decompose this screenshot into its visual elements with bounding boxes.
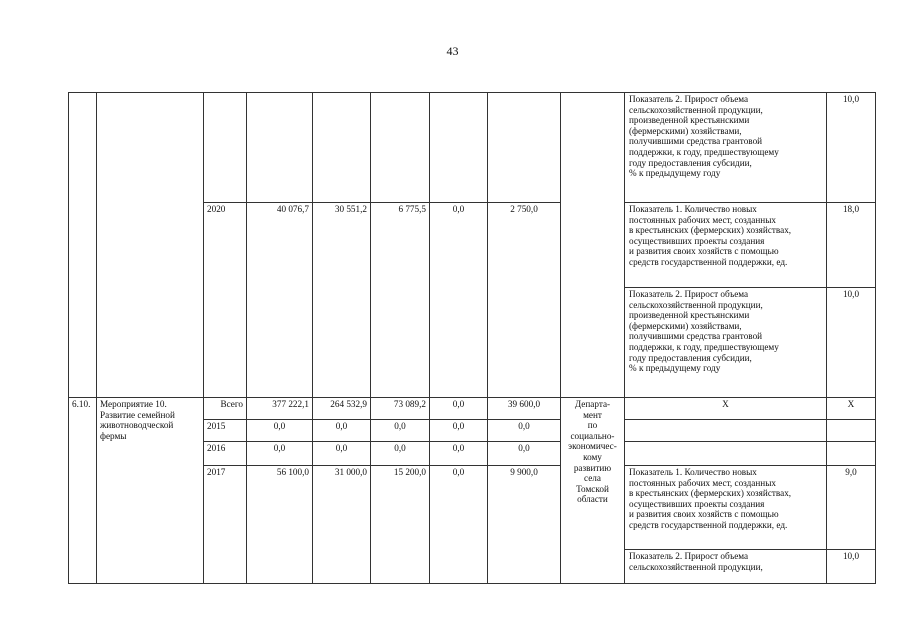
- indicator-line: и развития своих хозяйств с помощью: [629, 509, 779, 520]
- department-line: области: [577, 494, 608, 505]
- row-number-cell: [69, 93, 97, 398]
- year-cell: 2016: [204, 442, 247, 466]
- local-cell: 0,0: [430, 203, 488, 398]
- indicator-line: и развития своих хозяйств с помощью: [629, 246, 779, 257]
- indicator-line: постоянных рабочих мест, созданных: [629, 214, 776, 225]
- year-cell: Всего: [204, 398, 247, 420]
- regional-cell: 15 200,0: [371, 466, 430, 584]
- federal-cell: [313, 93, 371, 203]
- measure-name-line: животноводческой: [100, 420, 174, 431]
- federal-cell: 31 000,0: [313, 466, 371, 584]
- indicator-value-cell: Х: [827, 398, 876, 420]
- indicator-line: осуществивших проекты создания: [629, 235, 765, 246]
- extra-cell: 0,0: [488, 420, 561, 442]
- total-cell: [247, 93, 313, 203]
- indicator-line: в крестьянских (фермерских) хозяйствах,: [629, 488, 792, 499]
- department-line: Томской: [576, 483, 609, 494]
- department-line: Департа-: [574, 399, 611, 409]
- indicator-value-cell: 10,0: [827, 550, 876, 584]
- row-number-cell: 6.10.: [69, 398, 97, 584]
- total-cell: 0,0: [247, 420, 313, 442]
- indicator-line: Показатель 1. Количество новых: [629, 204, 757, 214]
- extra-cell: [488, 93, 561, 203]
- extra-cell: 2 750,0: [488, 203, 561, 398]
- indicator-line: % к предыдущему году: [629, 168, 721, 179]
- total-cell: 40 076,7: [247, 203, 313, 398]
- regional-cell: [371, 93, 430, 203]
- indicator-line: Показатель 2. Прирост объема: [629, 94, 749, 104]
- indicator-line: произведенной крестьянскими: [629, 310, 750, 321]
- department-cell: [561, 398, 625, 584]
- indicator-line: году предоставления субсидии,: [629, 157, 752, 168]
- year-cell: 2017: [204, 466, 247, 584]
- indicator-value-cell: 10,0: [827, 93, 876, 203]
- department-line: кому: [583, 451, 602, 462]
- indicator-line: Показатель 2. Прирост объема: [629, 289, 749, 299]
- indicator-line: году предоставления субсидии,: [629, 352, 752, 363]
- extra-cell: 0,0: [488, 442, 561, 466]
- indicator-value-cell: 10,0: [827, 288, 876, 398]
- indicator-line: постоянных рабочих мест, созданных: [629, 477, 776, 488]
- federal-cell: 0,0: [313, 420, 371, 442]
- federal-cell: 264 532,9: [313, 398, 371, 420]
- indicator-value-cell: [827, 420, 876, 442]
- regional-cell: 6 775,5: [371, 203, 430, 398]
- year-cell: 2020: [204, 203, 247, 398]
- indicator-value-cell: 9,0: [827, 466, 876, 550]
- indicator-line: поддержки, к году, предшествующему: [629, 146, 779, 157]
- indicator-line: (фермерскими) хозяйствами,: [629, 320, 742, 331]
- local-cell: [430, 93, 488, 203]
- indicator-line: сельскохозяйственной продукции,: [629, 104, 763, 115]
- table-row: [69, 398, 876, 420]
- measure-name-line: Мероприятие 10.: [100, 399, 167, 409]
- federal-cell: 30 551,2: [313, 203, 371, 398]
- indicator-line: в крестьянских (фермерских) хозяйствах,: [629, 225, 792, 236]
- indicator-line: Показатель 1. Количество новых: [629, 467, 757, 477]
- indicator-line: поддержки, к году, предшествующему: [629, 341, 779, 352]
- total-cell: 0,0: [247, 442, 313, 466]
- indicator-line: получившими средства грантовой: [629, 331, 763, 342]
- department-line: по: [587, 420, 598, 431]
- measures-table: [68, 92, 876, 584]
- department-cell: [561, 93, 625, 398]
- indicator-cell: [625, 203, 827, 288]
- page-number: 43: [446, 44, 459, 58]
- indicator-line: средств государственной поддержки, ед.: [629, 519, 788, 530]
- indicator-line: осуществивших проекты создания: [629, 498, 765, 509]
- measure-name-line: фермы: [100, 430, 127, 441]
- indicator-line: получившими средства грантовой: [629, 136, 763, 147]
- regional-cell: 0,0: [371, 420, 430, 442]
- total-cell: 56 100,0: [247, 466, 313, 584]
- measure-name-cell: [97, 398, 204, 584]
- local-cell: 0,0: [430, 442, 488, 466]
- extra-cell: 9 900,0: [488, 466, 561, 584]
- indicator-line: сельскохозяйственной продукции,: [629, 299, 763, 310]
- federal-cell: 0,0: [313, 442, 371, 466]
- year-cell: 2015: [204, 420, 247, 442]
- indicator-cell: [625, 550, 827, 584]
- indicator-line: (фермерскими) хозяйствами,: [629, 125, 742, 136]
- indicator-cell: [625, 466, 827, 550]
- indicator-value-cell: [827, 442, 876, 466]
- indicator-value-cell: 18,0: [827, 203, 876, 288]
- department-line: развитию: [573, 462, 612, 473]
- indicator-line: средств государственной поддержки, ед.: [629, 256, 788, 267]
- local-cell: 0,0: [430, 420, 488, 442]
- department-line: села: [584, 473, 601, 484]
- measure-name-line: Развитие семейной: [100, 409, 175, 420]
- indicator-line: сельскохозяйственной продукции,: [629, 561, 763, 572]
- regional-cell: 73 089,2: [371, 398, 430, 420]
- indicator-cell: Х: [625, 398, 827, 420]
- total-cell: 377 222,1: [247, 398, 313, 420]
- indicator-cell: [625, 442, 827, 466]
- measure-name-cell: [97, 93, 204, 398]
- table-row: [69, 93, 876, 203]
- indicator-line: Показатель 2. Прирост объема: [629, 551, 749, 561]
- local-cell: 0,0: [430, 398, 488, 420]
- indicator-line: % к предыдущему году: [629, 363, 721, 374]
- year-cell: [204, 93, 247, 203]
- indicator-line: произведенной крестьянскими: [629, 115, 750, 126]
- indicator-cell: [625, 288, 827, 398]
- local-cell: 0,0: [430, 466, 488, 584]
- indicator-cell: [625, 93, 827, 203]
- indicator-cell: [625, 420, 827, 442]
- department-line: экономичес-: [568, 441, 617, 452]
- department-line: социально-: [570, 430, 615, 441]
- regional-cell: 0,0: [371, 442, 430, 466]
- extra-cell: 39 600,0: [488, 398, 561, 420]
- department-line: мент: [583, 409, 602, 420]
